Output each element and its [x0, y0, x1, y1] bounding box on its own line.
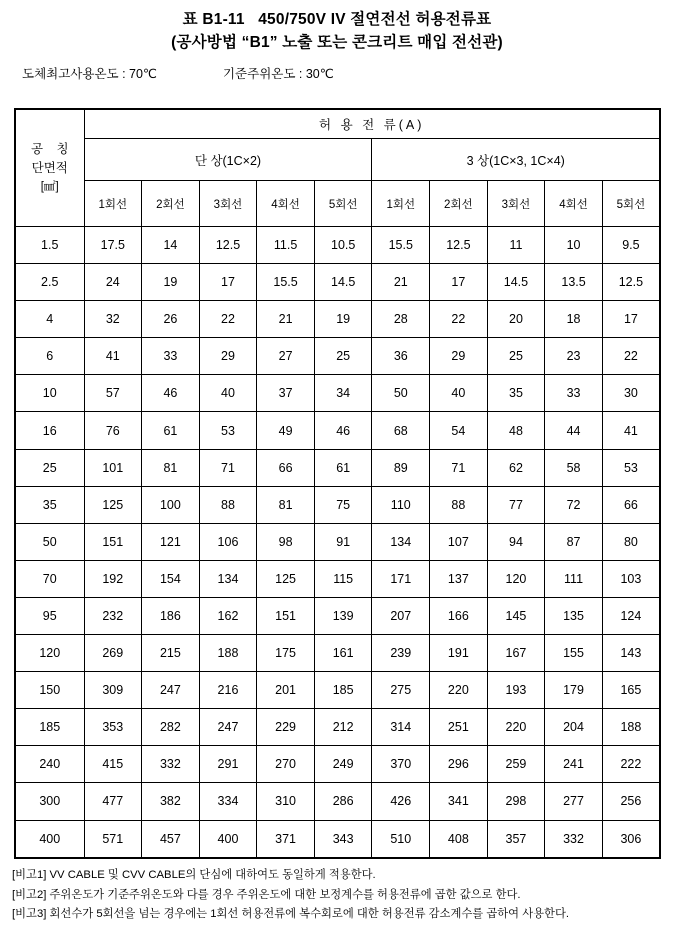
header-nominal-unit: [㎟]: [40, 180, 59, 193]
cell-current-three-phase: 296: [430, 746, 488, 783]
cell-current-single-phase: 101: [84, 449, 142, 486]
cell-current-single-phase: 247: [142, 672, 200, 709]
cell-current-three-phase: 167: [487, 635, 545, 672]
header-circuit-1p-3: 3회선: [199, 181, 257, 227]
cell-current-single-phase: 192: [84, 560, 142, 597]
cell-current-single-phase: 151: [84, 523, 142, 560]
cell-current-three-phase: 28: [372, 301, 430, 338]
cell-current-three-phase: 80: [602, 523, 660, 560]
cell-nominal-area: 1.5: [15, 227, 84, 264]
cell-current-single-phase: 201: [257, 672, 315, 709]
note-item: [비고2] 주위온도가 기준주위온도와 다를 경우 주위온도에 대한 보정계수를 허용전류에 곱한 값으로 한다.: [12, 888, 521, 901]
cell-current-three-phase: 426: [372, 783, 430, 820]
cell-current-three-phase: 62: [487, 449, 545, 486]
header-nominal-line2: 단면적: [31, 160, 68, 175]
cell-nominal-area: 70: [15, 560, 84, 597]
cell-current-three-phase: 120: [487, 560, 545, 597]
cell-current-single-phase: 216: [199, 672, 257, 709]
cell-current-three-phase: 54: [430, 412, 488, 449]
cell-current-single-phase: 15.5: [257, 264, 315, 301]
cell-current-three-phase: 277: [545, 783, 603, 820]
cell-current-single-phase: 75: [314, 486, 372, 523]
cell-current-three-phase: 370: [372, 746, 430, 783]
page-subtitle: (공사방법 “B1” 노출 또는 콘크리트 매입 전선관): [171, 34, 503, 51]
cell-current-single-phase: 371: [257, 820, 315, 858]
cell-current-three-phase: 40: [430, 375, 488, 412]
cell-current-three-phase: 25: [487, 338, 545, 375]
cell-current-three-phase: 14.5: [487, 264, 545, 301]
cell-current-single-phase: 115: [314, 560, 372, 597]
cell-current-single-phase: 161: [314, 635, 372, 672]
cell-current-single-phase: 19: [314, 301, 372, 338]
cell-current-single-phase: 134: [199, 560, 257, 597]
header-nominal-line1: 공 칭: [30, 141, 74, 156]
cell-current-three-phase: 89: [372, 449, 430, 486]
table-row: [15, 746, 660, 783]
cell-current-three-phase: 306: [602, 820, 660, 858]
cell-current-three-phase: 18: [545, 301, 603, 338]
cell-current-single-phase: 49: [257, 412, 315, 449]
cell-current-single-phase: 571: [84, 820, 142, 858]
table-row: [15, 227, 660, 264]
cell-current-single-phase: 185: [314, 672, 372, 709]
cell-current-single-phase: 57: [84, 375, 142, 412]
cell-current-single-phase: 17.5: [84, 227, 142, 264]
header-row-ampacity: [15, 109, 660, 139]
table-row: [15, 783, 660, 820]
cell-current-three-phase: 68: [372, 412, 430, 449]
cell-current-single-phase: 457: [142, 820, 200, 858]
cell-current-single-phase: 291: [199, 746, 257, 783]
cell-current-single-phase: 212: [314, 709, 372, 746]
header-circuit-1p-4: 4회선: [257, 181, 315, 227]
cell-nominal-area: 10: [15, 375, 84, 412]
cell-current-single-phase: 151: [257, 597, 315, 634]
cell-current-three-phase: 11: [487, 227, 545, 264]
table-row: [15, 523, 660, 560]
page-title: 표 B1-11 450/750V IV 절연전선 허용전류표: [182, 11, 492, 28]
cell-current-single-phase: 343: [314, 820, 372, 858]
cell-current-three-phase: 408: [430, 820, 488, 858]
cell-nominal-area: 6: [15, 338, 84, 375]
cell-current-three-phase: 251: [430, 709, 488, 746]
cell-current-single-phase: 34: [314, 375, 372, 412]
cell-current-single-phase: 400: [199, 820, 257, 858]
cell-current-single-phase: 286: [314, 783, 372, 820]
cell-current-three-phase: 41: [602, 412, 660, 449]
header-circuit-1p-2: 2회선: [142, 181, 200, 227]
header-single-phase: 단 상(1C×2): [84, 139, 372, 181]
cell-current-single-phase: 269: [84, 635, 142, 672]
table-row: [15, 301, 660, 338]
cell-nominal-area: 240: [15, 746, 84, 783]
cell-current-three-phase: 12.5: [602, 264, 660, 301]
header-circuit-3p-3: 3회선: [487, 181, 545, 227]
cell-current-three-phase: 22: [602, 338, 660, 375]
cell-current-single-phase: 25: [314, 338, 372, 375]
cell-current-single-phase: 12.5: [199, 227, 257, 264]
cell-current-three-phase: 357: [487, 820, 545, 858]
cell-current-single-phase: 106: [199, 523, 257, 560]
cell-current-single-phase: 91: [314, 523, 372, 560]
cell-current-three-phase: 12.5: [430, 227, 488, 264]
cell-current-three-phase: 21: [372, 264, 430, 301]
table-row: [15, 486, 660, 523]
table-row: [15, 635, 660, 672]
cell-current-three-phase: 171: [372, 560, 430, 597]
table-row: [15, 672, 660, 709]
cell-current-three-phase: 103: [602, 560, 660, 597]
cell-current-single-phase: 46: [314, 412, 372, 449]
cell-current-single-phase: 81: [142, 449, 200, 486]
cell-current-single-phase: 310: [257, 783, 315, 820]
cell-current-single-phase: 88: [199, 486, 257, 523]
cell-current-single-phase: 154: [142, 560, 200, 597]
cell-current-single-phase: 61: [142, 412, 200, 449]
title-block: [0, 0, 674, 54]
cell-current-single-phase: 37: [257, 375, 315, 412]
cell-current-three-phase: 510: [372, 820, 430, 858]
cell-current-three-phase: 145: [487, 597, 545, 634]
header-circuit-3p-1: 1회선: [372, 181, 430, 227]
cell-current-three-phase: 314: [372, 709, 430, 746]
cell-current-three-phase: 143: [602, 635, 660, 672]
cell-current-three-phase: 275: [372, 672, 430, 709]
cell-current-three-phase: 107: [430, 523, 488, 560]
cell-current-single-phase: 334: [199, 783, 257, 820]
cell-current-three-phase: 10: [545, 227, 603, 264]
cell-current-single-phase: 232: [84, 597, 142, 634]
table-row: [15, 709, 660, 746]
cell-current-single-phase: 162: [199, 597, 257, 634]
cell-current-single-phase: 29: [199, 338, 257, 375]
note-item: [비고1] VV CABLE 및 CVV CABLE의 단심에 대하여도 동일하게 적용한다.: [12, 869, 376, 881]
cell-current-three-phase: 207: [372, 597, 430, 634]
cell-current-three-phase: 191: [430, 635, 488, 672]
cell-current-three-phase: 36: [372, 338, 430, 375]
temperature-conditions: [0, 66, 674, 82]
cell-current-single-phase: 249: [314, 746, 372, 783]
ampacity-table: [14, 108, 661, 859]
cell-current-three-phase: 134: [372, 523, 430, 560]
ampacity-table-wrapper: [14, 108, 659, 859]
cell-current-single-phase: 71: [199, 449, 257, 486]
header-circuit-1p-1: 1회선: [84, 181, 142, 227]
cell-nominal-area: 50: [15, 523, 84, 560]
header-row-phase: [15, 139, 660, 181]
cell-current-three-phase: 204: [545, 709, 603, 746]
cell-current-single-phase: 332: [142, 746, 200, 783]
cell-current-three-phase: 135: [545, 597, 603, 634]
cell-nominal-area: 2.5: [15, 264, 84, 301]
header-circuit-3p-4: 4회선: [545, 181, 603, 227]
header-row-circuits: [15, 181, 660, 227]
cell-current-three-phase: 77: [487, 486, 545, 523]
cell-current-three-phase: 259: [487, 746, 545, 783]
cell-current-three-phase: 220: [430, 672, 488, 709]
cell-nominal-area: 185: [15, 709, 84, 746]
cell-nominal-area: 300: [15, 783, 84, 820]
header-circuit-3p-2: 2회선: [430, 181, 488, 227]
cell-current-single-phase: 40: [199, 375, 257, 412]
cell-current-three-phase: 239: [372, 635, 430, 672]
table-body: [15, 227, 660, 858]
cell-current-single-phase: 247: [199, 709, 257, 746]
conductor-temperature: 도체최고사용온도 : 70℃: [22, 67, 157, 81]
cell-current-single-phase: 229: [257, 709, 315, 746]
cell-current-three-phase: 332: [545, 820, 603, 858]
cell-nominal-area: 150: [15, 672, 84, 709]
cell-current-single-phase: 175: [257, 635, 315, 672]
cell-nominal-area: 120: [15, 635, 84, 672]
cell-current-three-phase: 13.5: [545, 264, 603, 301]
cell-current-single-phase: 27: [257, 338, 315, 375]
cell-current-three-phase: 20: [487, 301, 545, 338]
cell-current-single-phase: 186: [142, 597, 200, 634]
cell-current-three-phase: 94: [487, 523, 545, 560]
cell-current-three-phase: 179: [545, 672, 603, 709]
cell-current-three-phase: 241: [545, 746, 603, 783]
cell-current-three-phase: 111: [545, 560, 603, 597]
cell-nominal-area: 95: [15, 597, 84, 634]
cell-current-three-phase: 193: [487, 672, 545, 709]
cell-current-single-phase: 215: [142, 635, 200, 672]
table-row: [15, 375, 660, 412]
cell-current-single-phase: 477: [84, 783, 142, 820]
cell-current-single-phase: 14.5: [314, 264, 372, 301]
cell-current-single-phase: 41: [84, 338, 142, 375]
cell-current-three-phase: 53: [602, 449, 660, 486]
table-row: [15, 449, 660, 486]
cell-current-three-phase: 341: [430, 783, 488, 820]
cell-current-single-phase: 10.5: [314, 227, 372, 264]
table-row: [15, 820, 660, 858]
header-nominal-area: [15, 109, 84, 227]
table-row: [15, 264, 660, 301]
cell-nominal-area: 25: [15, 449, 84, 486]
cell-current-three-phase: 222: [602, 746, 660, 783]
cell-current-single-phase: 270: [257, 746, 315, 783]
cell-current-single-phase: 309: [84, 672, 142, 709]
cell-current-three-phase: 137: [430, 560, 488, 597]
cell-current-single-phase: 121: [142, 523, 200, 560]
cell-current-three-phase: 298: [487, 783, 545, 820]
cell-current-three-phase: 44: [545, 412, 603, 449]
ambient-temperature: 기준주위온도 : 30℃: [222, 67, 334, 81]
cell-current-three-phase: 22: [430, 301, 488, 338]
table-row: [15, 412, 660, 449]
cell-current-single-phase: 22: [199, 301, 257, 338]
cell-current-three-phase: 110: [372, 486, 430, 523]
cell-current-three-phase: 72: [545, 486, 603, 523]
cell-current-single-phase: 26: [142, 301, 200, 338]
cell-current-single-phase: 66: [257, 449, 315, 486]
cell-current-three-phase: 155: [545, 635, 603, 672]
cell-current-single-phase: 17: [199, 264, 257, 301]
cell-current-single-phase: 353: [84, 709, 142, 746]
cell-current-three-phase: 23: [545, 338, 603, 375]
cell-nominal-area: 16: [15, 412, 84, 449]
cell-nominal-area: 4: [15, 301, 84, 338]
cell-nominal-area: 400: [15, 820, 84, 858]
cell-current-three-phase: 50: [372, 375, 430, 412]
cell-current-single-phase: 188: [199, 635, 257, 672]
table-row: [15, 597, 660, 634]
cell-current-three-phase: 256: [602, 783, 660, 820]
cell-current-three-phase: 220: [487, 709, 545, 746]
cell-current-single-phase: 32: [84, 301, 142, 338]
cell-current-three-phase: 9.5: [602, 227, 660, 264]
cell-current-single-phase: 98: [257, 523, 315, 560]
cell-current-three-phase: 66: [602, 486, 660, 523]
note-item: [비고3] 회선수가 5회선을 넘는 경우에는 1회선 허용전류에 복수회로에 대한 허용전류 감소계수를 곱하여 사용한다.: [12, 908, 570, 920]
cell-current-three-phase: 166: [430, 597, 488, 634]
cell-current-three-phase: 15.5: [372, 227, 430, 264]
header-allowable-current: 허 용 전 류(A): [84, 109, 660, 139]
cell-current-single-phase: 76: [84, 412, 142, 449]
table-row: [15, 560, 660, 597]
cell-current-three-phase: 58: [545, 449, 603, 486]
table-row: [15, 338, 660, 375]
cell-current-three-phase: 124: [602, 597, 660, 634]
cell-current-single-phase: 14: [142, 227, 200, 264]
cell-current-three-phase: 35: [487, 375, 545, 412]
header-circuit-1p-5: 5회선: [314, 181, 372, 227]
cell-current-single-phase: 11.5: [257, 227, 315, 264]
cell-current-three-phase: 48: [487, 412, 545, 449]
cell-current-three-phase: 17: [602, 301, 660, 338]
cell-current-single-phase: 21: [257, 301, 315, 338]
cell-current-single-phase: 100: [142, 486, 200, 523]
cell-current-single-phase: 139: [314, 597, 372, 634]
cell-current-single-phase: 125: [257, 560, 315, 597]
cell-current-three-phase: 33: [545, 375, 603, 412]
cell-current-single-phase: 382: [142, 783, 200, 820]
cell-current-single-phase: 46: [142, 375, 200, 412]
header-three-phase: 3 상(1C×3, 1C×4): [372, 139, 660, 181]
cell-current-single-phase: 61: [314, 449, 372, 486]
cell-current-three-phase: 88: [430, 486, 488, 523]
cell-current-single-phase: 33: [142, 338, 200, 375]
cell-current-single-phase: 125: [84, 486, 142, 523]
cell-current-three-phase: 87: [545, 523, 603, 560]
cell-current-single-phase: 415: [84, 746, 142, 783]
cell-current-single-phase: 24: [84, 264, 142, 301]
cell-nominal-area: 35: [15, 486, 84, 523]
cell-current-three-phase: 29: [430, 338, 488, 375]
cell-current-three-phase: 165: [602, 672, 660, 709]
cell-current-single-phase: 81: [257, 486, 315, 523]
table-head: [15, 109, 660, 227]
cell-current-single-phase: 19: [142, 264, 200, 301]
cell-current-three-phase: 30: [602, 375, 660, 412]
header-circuit-3p-5: 5회선: [602, 181, 660, 227]
cell-current-three-phase: 188: [602, 709, 660, 746]
cell-current-single-phase: 282: [142, 709, 200, 746]
cell-current-three-phase: 71: [430, 449, 488, 486]
notes-block: [12, 866, 672, 925]
cell-current-single-phase: 53: [199, 412, 257, 449]
cell-current-three-phase: 17: [430, 264, 488, 301]
